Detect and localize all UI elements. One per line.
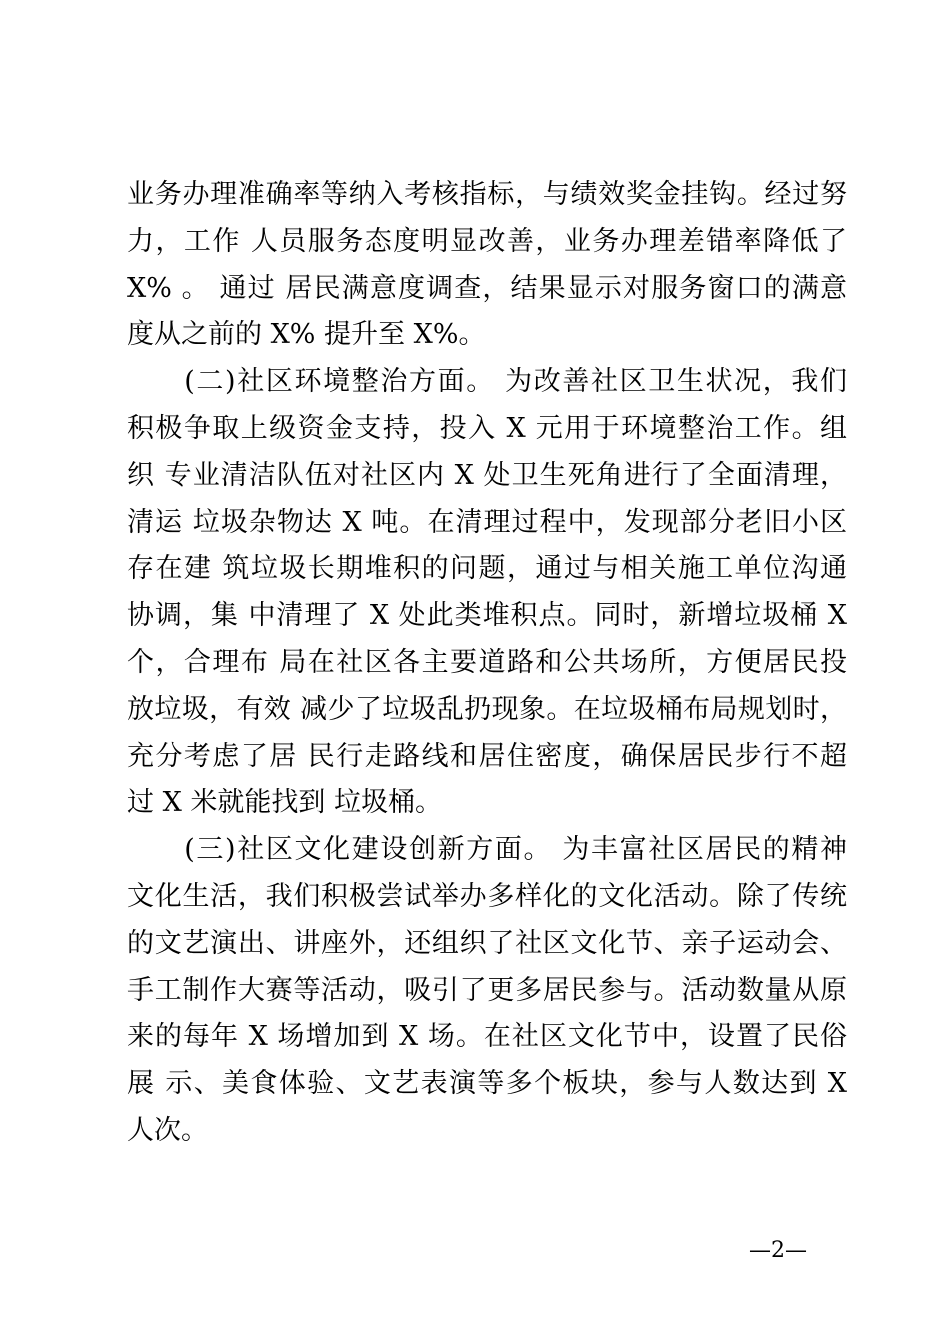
text-line: 的文艺演出、讲座外，还组织了社区文化节、亲子运动会、 bbox=[127, 927, 847, 959]
text-line: 力，工作 人员服务态度明显改善，业务办理差错率降低了 bbox=[127, 225, 847, 257]
body-text bbox=[127, 172, 847, 1155]
text-line: 度从之前的 X% 提升至 X%。 bbox=[127, 319, 486, 351]
text-line: 个，合理布 局在社区各主要道路和公共场所，方便居民投 bbox=[127, 646, 847, 678]
page-number: —2— bbox=[749, 1238, 807, 1263]
text-line: 充分考虑了居 民行走路线和居住密度，确保居民步行不超 bbox=[127, 740, 847, 772]
text-line: 积极争取上级资金支持，投入 X 元用于环境整治工作。组 bbox=[127, 412, 847, 444]
text-line: (三)社区文化建设创新方面。 为丰富社区居民的精神 bbox=[127, 834, 847, 866]
text-line: 展 示、美食体验、文艺表演等多个板块，参与人数达到 X bbox=[127, 1068, 847, 1100]
text-line: 来的每年 X 场增加到 X 场。在社区文化节中，设置了民俗 bbox=[127, 1021, 847, 1053]
text-line: (二)社区环境整治方面。 为改善社区卫生状况，我们 bbox=[127, 366, 847, 398]
text-line: 织 专业清洁队伍对社区内 X 处卫生死角进行了全面清理， bbox=[127, 459, 847, 491]
text-line: 放垃圾，有效 减少了垃圾乱扔现象。在垃圾桶布局规划时， bbox=[127, 693, 847, 725]
text-line: 清运 垃圾杂物达 X 吨。在清理过程中，发现部分老旧小区 bbox=[127, 506, 847, 538]
text-line: 人次。 bbox=[127, 1114, 208, 1146]
text-line: 过 X 米就能找到 垃圾桶。 bbox=[127, 787, 442, 819]
text-line: 业务办理准确率等纳入考核指标，与绩效奖金挂钩。经过努 bbox=[127, 179, 847, 210]
text-line: 存在建 筑垃圾长期堆积的问题，通过与相关施工单位沟通 bbox=[127, 553, 847, 585]
text-line: 协调，集 中清理了 X 处此类堆积点。同时，新增垃圾桶 X bbox=[127, 600, 847, 632]
text-line: 手工制作大赛等活动，吸引了更多居民参与。活动数量从原 bbox=[127, 974, 847, 1006]
text-line: 文化生活，我们积极尝试举办多样化的文化活动。除了传统 bbox=[127, 880, 847, 912]
text-line: X% 。 通过 居民满意度调查，结果显示对服务窗口的满意 bbox=[127, 272, 847, 304]
